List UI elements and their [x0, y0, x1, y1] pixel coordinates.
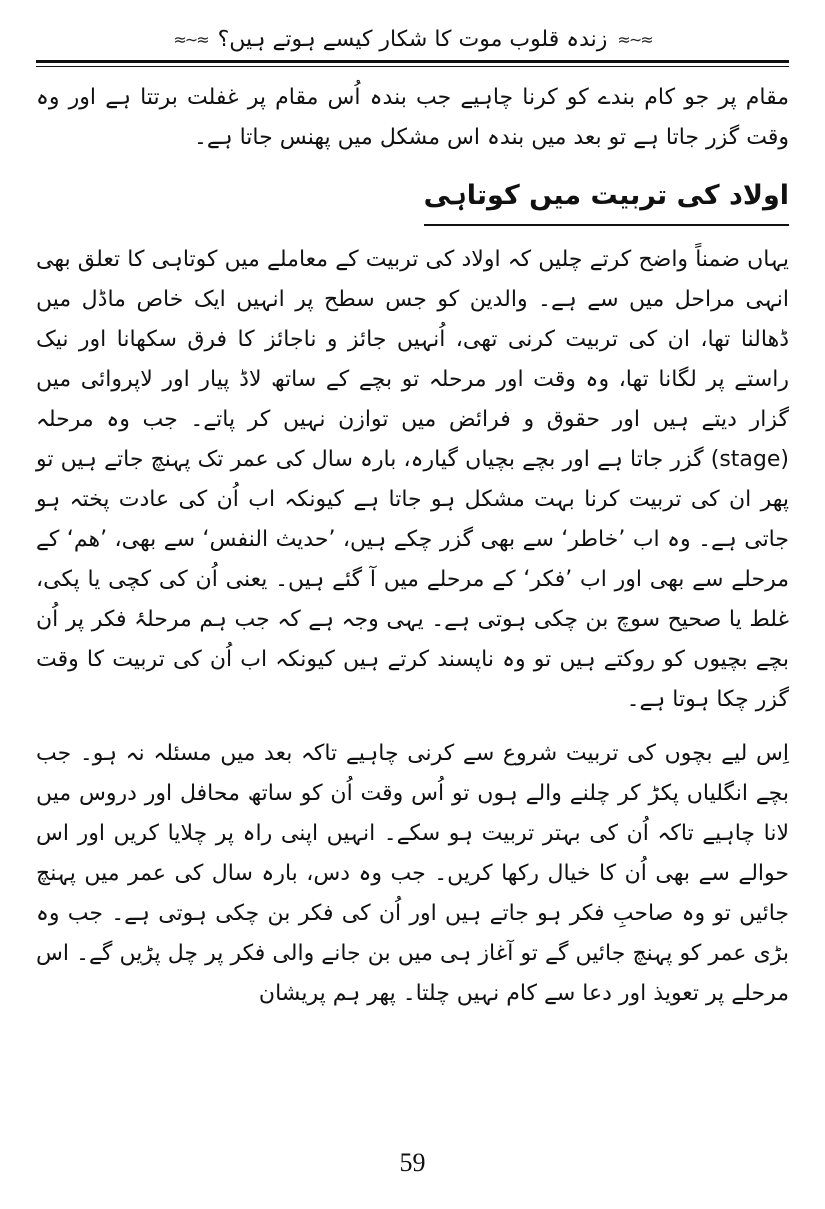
header-title: زندہ قلوب موت کا شکار کیسے ہوتے ہیں؟	[217, 26, 608, 52]
page-body	[36, 78, 789, 1014]
intro-paragraph: مقام پر جو کام بندے کو کرنا چاہیے جب بندہ اُس مقام پر غفلت برتتا ہے اور وہ وقت گزر جاتا ہے تو بعد میں بندہ اس مشکل میں پھنس جاتا ہے۔	[36, 85, 789, 150]
page-number: 59	[399, 1148, 426, 1177]
header-ornament-left: ≈∽≈	[173, 29, 208, 49]
body-paragraph-2: اِس لیے بچوں کی تربیت شروع سے کرنی چاہیے تاکہ بعد میں مسئلہ نہ ہو۔ جب بچے انگلیاں پکڑ کر چلنے والے ہوں تو اُس وقت اُن کو ساتھ محافل اور دروس میں لانا چاہیے تاکہ اُن کی بہتر تربیت ہو سکے۔ انہیں اپنی راہ پر چلایا کریں اور اس حوالے سے بھی اُن کا خیال رکھا کریں۔ جب وہ دس، بارہ سال کی عمر میں پہنچ جائیں تو وہ صاحبِ فکر ہو جاتے ہیں اور اُن کی فکر بن چکی ہوتی ہے۔ جب وہ بڑی عمر کو پہنچ جائیں گے تو آغاز ہی میں بن جانے والی فکر پر چل پڑیں گے۔ اس مرحلے پر تعویذ اور دعا سے کام نہیں چلتا۔ پھر ہم پریشان	[36, 741, 789, 1006]
body-paragraph-1: یہاں ضمناً واضح کرتے چلیں کہ اولاد کی تربیت کے معاملے میں کوتاہی کا تعلق بھی انہی مراحل میں سے ہے۔ والدین کو جس سطح پر انہیں ایک خاص ماڈل میں ڈھالنا تھا، ان کی تربیت کرنی تھی، اُنہیں جائز و ناجائز کا فرق سکھانا اور نیک راستے پر لگانا تھا، وہ وقت اور مرحلہ تو بچے کے ساتھ لاڈ پیار اور لاپروائی میں گزار دیتے ہیں اور حقوق و فرائض میں توازن نہیں کر پاتے۔ جب وہ مرحلہ (stage) گزر جاتا ہے اور بچے بچیاں گیارہ، بارہ سال کی عمر تک پہنچ جاتے ہیں تو پھر ان کی تربیت کرنا بہت مشکل ہو جاتا ہے کیونکہ اب اُن کی عادت پختہ ہو جاتی ہے۔ وہ اب ’خاطر‘ سے بھی گزر چکے ہیں، ’حدیث النفس‘ سے بھی، ’ھم‘ کے مرحلے سے بھی اور اب ’فکر‘ کے مرحلے میں آ گئے ہیں۔ یعنی اُن کی کچی یا پکی، غلط یا صحیح سوچ بن چکی ہوتی ہے۔ یہی وجہ ہے کہ جب ہم مرحلۂ فکر پر اُن بچے بچیوں کو روکتے ہیں تو وہ ناپسند کرتے ہیں کیونکہ اب اُن کی تربیت کا وقت گزر چکا ہوتا ہے۔	[36, 247, 789, 712]
header-rule-thick	[36, 60, 789, 63]
header-rule-thin	[36, 66, 789, 67]
header-ornament-right: ≈∽≈	[617, 29, 652, 49]
section-heading-wrapper	[36, 158, 789, 240]
running-header	[36, 22, 789, 56]
section-heading: اولاد کی تربیت میں کوتاہی	[424, 172, 789, 226]
